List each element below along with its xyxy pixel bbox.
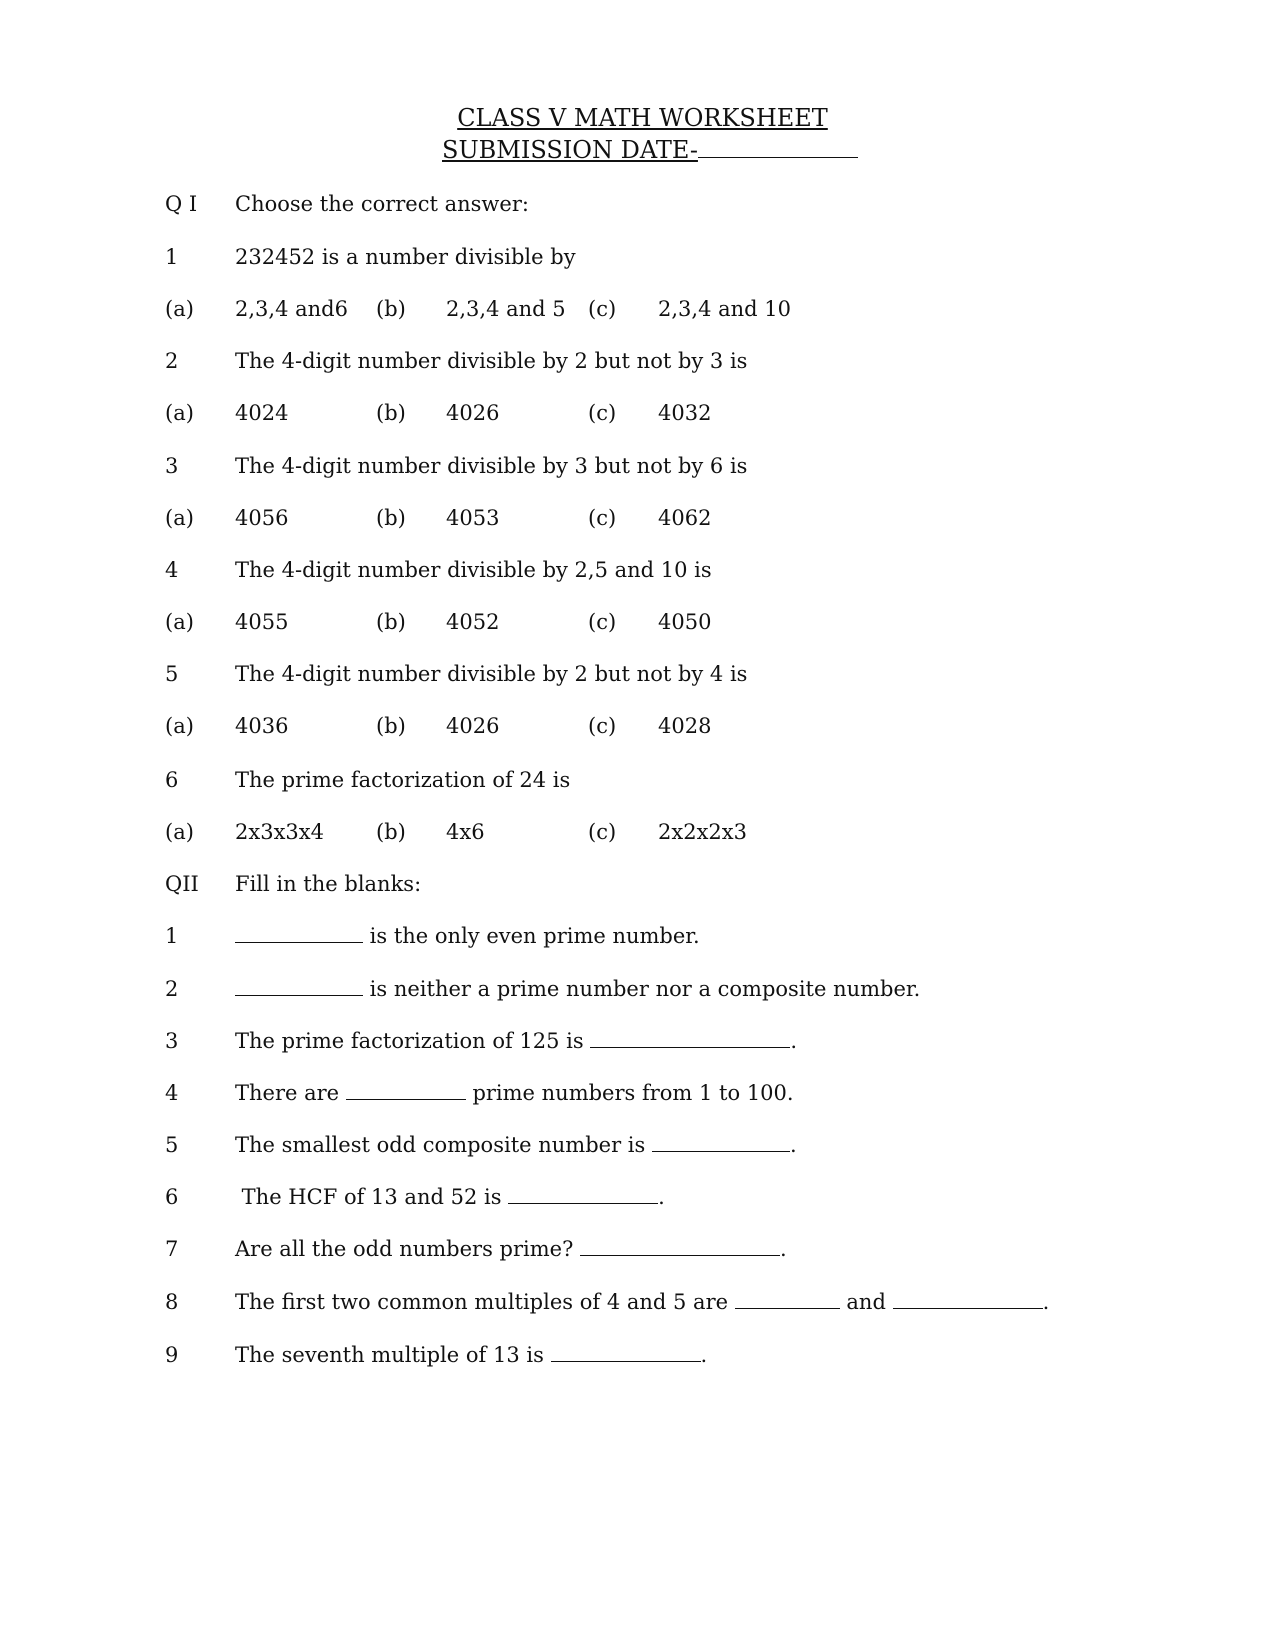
section-instruction: Choose the correct answer: xyxy=(235,192,529,216)
section-instruction: Fill in the blanks: xyxy=(235,872,422,896)
worksheet-title: CLASS V MATH WORKSHEET xyxy=(457,104,828,132)
item-number: 7 xyxy=(165,1237,179,1261)
item-number: 3 xyxy=(165,1029,179,1053)
item-text-middle: and xyxy=(839,1290,893,1314)
item-text: There are xyxy=(235,1081,346,1105)
question-text: The 4-digit number divisible by 3 but not by 6 is xyxy=(235,454,748,478)
option-c[interactable]: 4028 xyxy=(658,714,712,738)
option-c[interactable]: 4062 xyxy=(658,506,712,530)
section-number: Q I xyxy=(165,192,198,216)
item-number: 8 xyxy=(165,1290,179,1314)
answer-blank[interactable] xyxy=(235,975,363,996)
question-number: 1 xyxy=(165,245,179,269)
option-a[interactable]: 4056 xyxy=(235,506,289,530)
item-text-end: prime numbers from 1 to 100. xyxy=(465,1081,794,1105)
question-text: The 4-digit number divisible by 2 but not by 4 is xyxy=(235,662,748,686)
option-c[interactable]: 4032 xyxy=(658,401,712,425)
option-b[interactable]: 4026 xyxy=(446,401,500,425)
section-number: QII xyxy=(165,872,199,896)
answer-blank[interactable] xyxy=(590,1027,790,1048)
item-number: 9 xyxy=(165,1343,179,1367)
item-number: 1 xyxy=(165,924,179,948)
question-number: 6 xyxy=(165,768,179,792)
option-c[interactable]: 2,3,4 and 10 xyxy=(658,297,791,321)
question-number: 4 xyxy=(165,558,179,582)
option-a-label: (a) xyxy=(165,401,194,425)
question-text: 232452 is a number divisible by xyxy=(235,245,576,269)
item-text: The seventh multiple of 13 is xyxy=(235,1343,551,1367)
option-b-label: (b) xyxy=(376,297,406,321)
option-a-label: (a) xyxy=(165,506,194,530)
item-text-end: . xyxy=(790,1029,798,1053)
answer-blank[interactable] xyxy=(551,1341,701,1362)
option-c-label: (c) xyxy=(588,401,617,425)
option-a-label: (a) xyxy=(165,714,194,738)
item-text: is neither a prime number nor a composite number. xyxy=(363,977,921,1001)
item-number: 4 xyxy=(165,1081,179,1105)
option-b[interactable]: 4053 xyxy=(446,506,500,530)
option-a[interactable]: 4055 xyxy=(235,610,289,634)
option-a[interactable]: 4024 xyxy=(235,401,289,425)
option-b[interactable]: 4052 xyxy=(446,610,500,634)
option-c[interactable]: 4050 xyxy=(658,610,712,634)
option-b-label: (b) xyxy=(376,610,406,634)
option-b[interactable]: 4x6 xyxy=(446,820,485,844)
option-a-label: (a) xyxy=(165,297,194,321)
option-c[interactable]: 2x2x2x3 xyxy=(658,820,747,844)
answer-blank[interactable] xyxy=(508,1183,658,1204)
question-number: 2 xyxy=(165,349,179,373)
item-text-end: . xyxy=(700,1343,708,1367)
answer-blank[interactable] xyxy=(652,1131,790,1152)
option-b[interactable]: 2,3,4 and 5 xyxy=(446,297,566,321)
question-number: 3 xyxy=(165,454,179,478)
option-c-label: (c) xyxy=(588,714,617,738)
option-c-label: (c) xyxy=(588,610,617,634)
option-a[interactable]: 2x3x3x4 xyxy=(235,820,324,844)
question-number: 5 xyxy=(165,662,179,686)
option-b-label: (b) xyxy=(376,714,406,738)
item-text: The first two common multiples of 4 and 5 are xyxy=(235,1290,735,1314)
item-text: The HCF of 13 and 52 is xyxy=(235,1185,509,1209)
option-b-label: (b) xyxy=(376,820,406,844)
item-text: Are all the odd numbers prime? xyxy=(235,1237,581,1261)
item-text-end: . xyxy=(658,1185,665,1209)
submission-date-blank[interactable] xyxy=(698,139,858,158)
option-a-label: (a) xyxy=(165,610,194,634)
item-number: 6 xyxy=(165,1185,179,1209)
option-a[interactable]: 4036 xyxy=(235,714,289,738)
question-text: The prime factorization of 24 is xyxy=(235,768,571,792)
item-text-end: . xyxy=(780,1237,787,1261)
item-text-end: . xyxy=(789,1133,797,1157)
item-text: The smallest odd composite number is xyxy=(235,1133,652,1157)
submission-date-label: SUBMISSION DATE- xyxy=(442,136,698,164)
item-number: 5 xyxy=(165,1133,179,1157)
option-a[interactable]: 2,3,4 and6 xyxy=(235,297,348,321)
option-c-label: (c) xyxy=(588,820,617,844)
option-c-label: (c) xyxy=(588,506,617,530)
answer-blank-1[interactable] xyxy=(735,1288,840,1309)
answer-blank[interactable] xyxy=(346,1079,466,1100)
question-text: The 4-digit number divisible by 2,5 and 10 is xyxy=(235,558,712,582)
item-text: The prime factorization of 125 is xyxy=(235,1029,591,1053)
submission-date-line xyxy=(442,136,858,164)
option-b[interactable]: 4026 xyxy=(446,714,500,738)
option-c-label: (c) xyxy=(588,297,617,321)
answer-blank-2[interactable] xyxy=(893,1288,1043,1309)
question-text: The 4-digit number divisible by 2 but not by 3 is xyxy=(235,349,748,373)
answer-blank[interactable] xyxy=(235,922,363,943)
option-b-label: (b) xyxy=(376,506,406,530)
item-text: is the only even prime number. xyxy=(363,924,700,948)
answer-blank[interactable] xyxy=(580,1235,780,1256)
item-text-end: . xyxy=(1042,1290,1050,1314)
option-b-label: (b) xyxy=(376,401,406,425)
option-a-label: (a) xyxy=(165,820,194,844)
item-number: 2 xyxy=(165,977,179,1001)
